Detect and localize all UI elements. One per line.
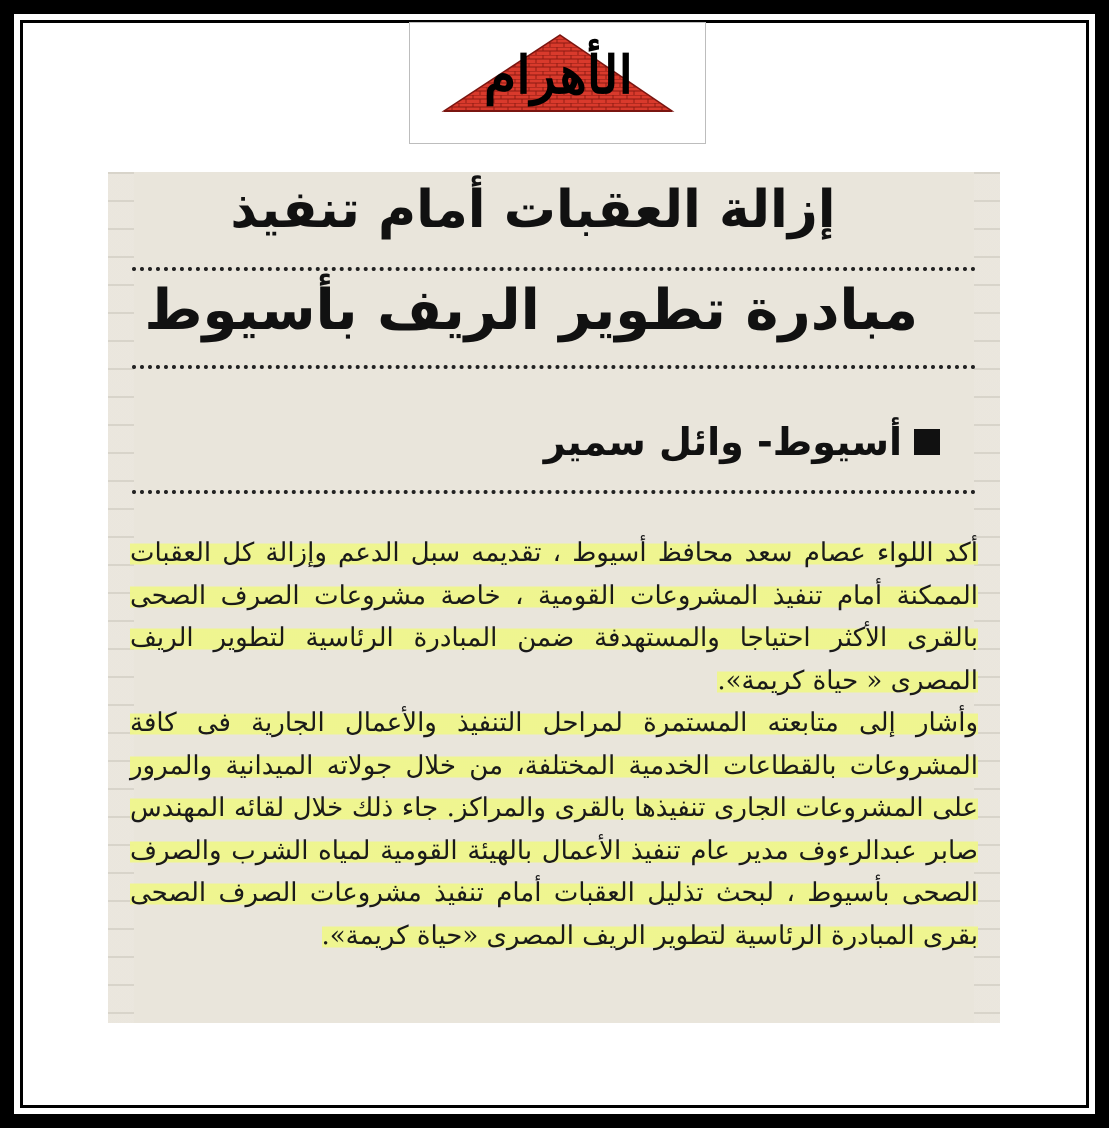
headline-line-2: مبادرة تطوير الريف بأسيوط <box>144 278 918 343</box>
dotted-divider <box>132 267 976 271</box>
newspaper-clipping <box>108 172 1000 1023</box>
byline <box>544 420 940 464</box>
article-paragraph-1 <box>130 532 978 702</box>
highlighted-text: وأشار إلى متابعته المستمرة لمراحل التنفيذ والأعمال الجارية فى كافة المشروعات بالقطاعات الخدمية المختلفة، من خلال جولاته الميدانية والمرور على المشروعات الجارى تنفيذها بالقرى والمراكز. جاء ذلك خلال لقائه المهندس صابر عبدالرءوف مدير عام تنفيذ الأعمال بالهيئة القومية لمياه الشرب والصرف الصحى بأسيوط ، لبحث تذليل العقبات أمام تنفيذ مشروعات الصرف الصحى بقرى المبادرة الرئاسية لتطوير الريف المصرى «حياة كريمة». <box>130 708 978 951</box>
dotted-divider <box>132 365 976 369</box>
dotted-divider <box>132 490 976 494</box>
newspaper-logo <box>409 22 706 144</box>
article-paragraph-2 <box>130 702 978 957</box>
byline-square-icon <box>914 429 940 455</box>
headline-line-1: إزالة العقبات أمام تنفيذ <box>230 180 836 240</box>
article-body <box>130 532 978 957</box>
logo-wordmark: الأهرام <box>484 45 633 106</box>
highlighted-text: أكد اللواء عصام سعد محافظ أسيوط ، تقديمه سبل الدعم وإزالة كل العقبات الممكنة أمام تنفيذ المشروعات القومية ، خاصة مشروعات الصرف الصحى بالقرى الأكثر احتياجا والمستهدفة ضمن المبادرة الرئاسية لتطوير الريف المصرى « حياة كريمة». <box>130 538 978 696</box>
byline-text: أسيوط- وائل سمير <box>543 420 902 464</box>
